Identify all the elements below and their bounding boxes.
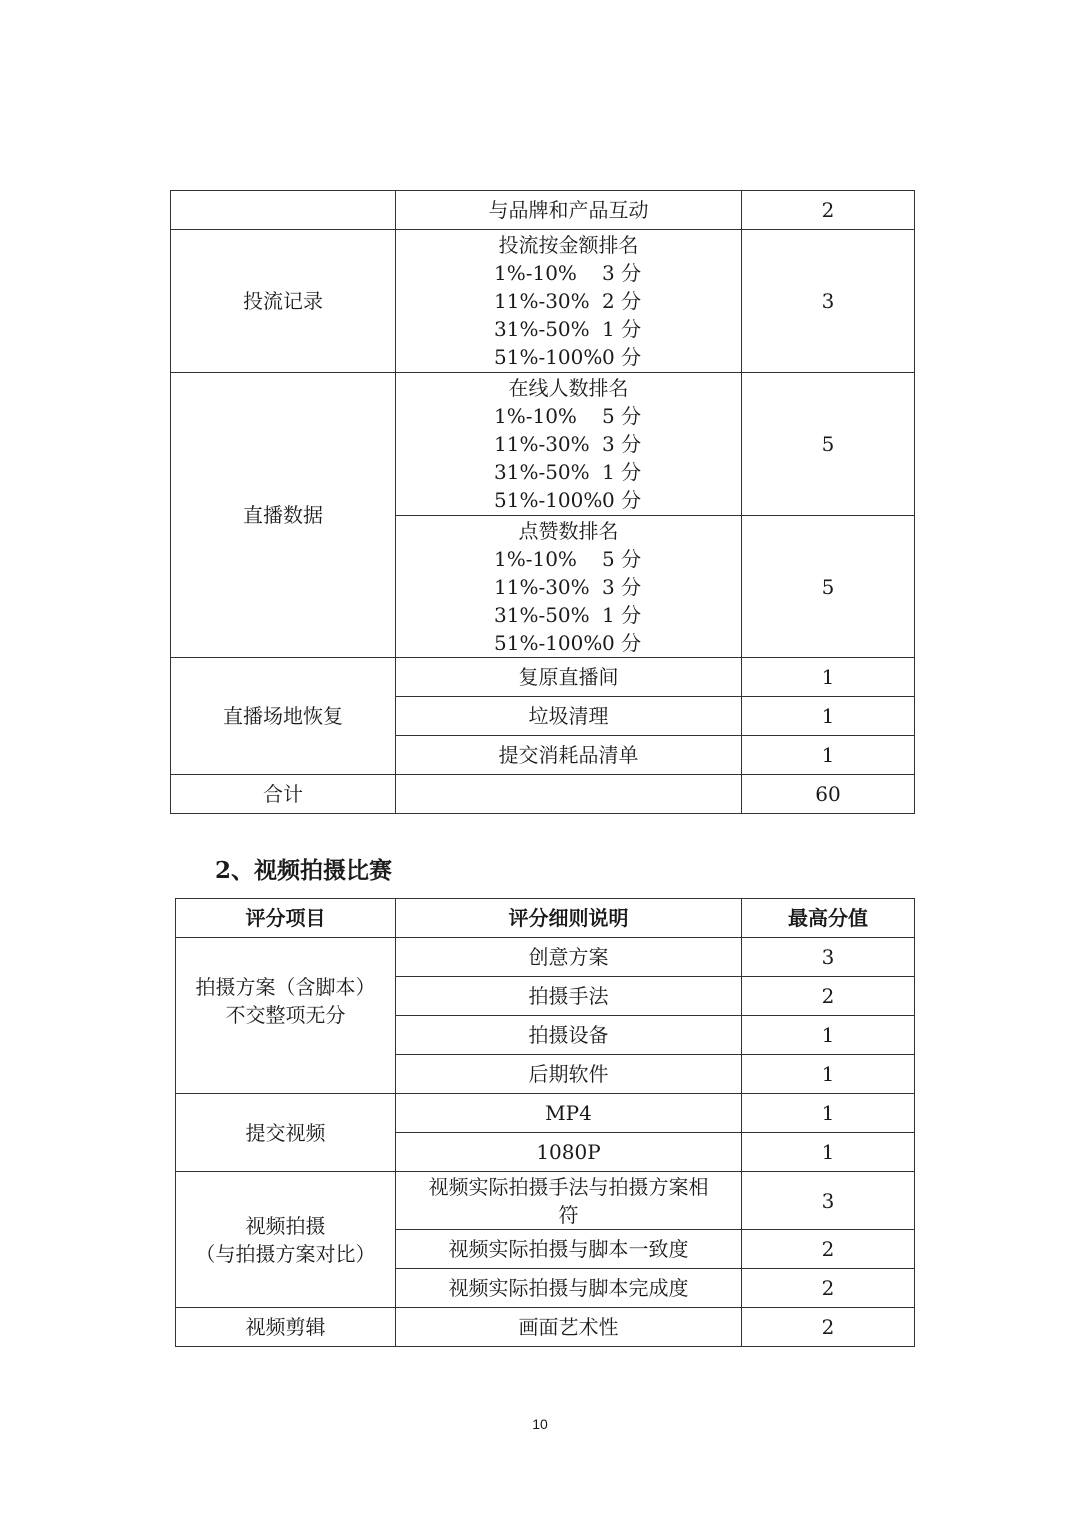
rank-range: 31%-50% bbox=[494, 460, 590, 484]
score-cell: 3 bbox=[742, 1172, 915, 1230]
rank-points: 2 分 bbox=[602, 289, 642, 313]
rank-range: 51%-100% bbox=[494, 630, 603, 655]
rank-range: 11%-30% bbox=[494, 574, 590, 599]
total-label: 合计 bbox=[171, 775, 396, 814]
detail-cell: 1080P bbox=[396, 1133, 742, 1172]
rank-points: 3 分 bbox=[602, 574, 642, 599]
table-row bbox=[176, 938, 915, 977]
rank-row bbox=[396, 629, 741, 657]
rank-row bbox=[396, 315, 741, 343]
rank-detail-cell bbox=[396, 516, 742, 658]
score-cell: 3 bbox=[742, 230, 915, 373]
item-cell: 视频剪辑 bbox=[176, 1308, 396, 1347]
rank-range: 51%-100% bbox=[494, 345, 603, 369]
item-cell bbox=[176, 938, 396, 1094]
item-cell: 投流记录 bbox=[171, 230, 396, 373]
rank-points: 1 分 bbox=[602, 602, 642, 627]
rank-range: 31%-50% bbox=[494, 602, 590, 627]
table-row bbox=[171, 191, 915, 230]
rank-points: 3 分 bbox=[602, 261, 642, 285]
page-number: 10 bbox=[532, 1416, 548, 1432]
detail-cell: 拍摄手法 bbox=[396, 977, 742, 1016]
header-item: 评分项目 bbox=[176, 899, 396, 938]
rank-points: 0 分 bbox=[602, 630, 642, 655]
score-cell: 5 bbox=[742, 516, 915, 658]
score-cell: 2 bbox=[742, 977, 915, 1016]
item-cell: 直播场地恢复 bbox=[171, 658, 396, 775]
score-cell: 1 bbox=[742, 1133, 915, 1172]
rank-range: 1%-10% bbox=[494, 546, 577, 571]
table-row bbox=[171, 373, 915, 516]
detail-cell: 复原直播间 bbox=[396, 658, 742, 697]
detail-cell: 与品牌和产品互动 bbox=[396, 191, 742, 230]
rank-range: 51%-100% bbox=[494, 488, 603, 512]
rank-row bbox=[396, 287, 741, 315]
table-row bbox=[176, 1094, 915, 1133]
header-detail: 评分细则说明 bbox=[396, 899, 742, 938]
scoring-table-video bbox=[175, 898, 915, 1347]
rank-title: 点赞数排名 bbox=[518, 518, 619, 543]
rank-points: 3 分 bbox=[602, 432, 642, 456]
rank-title: 投流按金额排名 bbox=[498, 233, 639, 257]
table-cell-empty bbox=[171, 191, 396, 230]
detail-line: 符 bbox=[558, 1202, 579, 1227]
item-cell: 直播数据 bbox=[171, 373, 396, 658]
score-cell: 1 bbox=[742, 736, 915, 775]
rank-range: 11%-30% bbox=[494, 432, 590, 456]
score-cell: 5 bbox=[742, 373, 915, 516]
rank-row bbox=[396, 259, 741, 287]
rank-points: 1 分 bbox=[602, 460, 642, 484]
detail-cell bbox=[396, 1172, 742, 1230]
item-line: 不交整项无分 bbox=[225, 1002, 346, 1027]
score-cell: 1 bbox=[742, 697, 915, 736]
table-row bbox=[176, 1308, 915, 1347]
rank-row bbox=[396, 573, 741, 601]
detail-cell: 视频实际拍摄与脚本完成度 bbox=[396, 1269, 742, 1308]
item-line: （与拍摄方案对比） bbox=[195, 1241, 376, 1266]
detail-cell: 创意方案 bbox=[396, 938, 742, 977]
score-cell: 1 bbox=[742, 1055, 915, 1094]
rank-points: 5 分 bbox=[602, 404, 642, 428]
rank-points: 1 分 bbox=[602, 317, 642, 341]
detail-line: 视频实际拍摄手法与拍摄方案相 bbox=[428, 1174, 709, 1199]
rank-row bbox=[396, 458, 741, 486]
rank-row bbox=[396, 601, 741, 629]
score-cell: 2 bbox=[742, 1308, 915, 1347]
table-row bbox=[176, 1172, 915, 1230]
table-header-row bbox=[176, 899, 915, 938]
rank-row bbox=[396, 343, 741, 371]
rank-points: 0 分 bbox=[602, 345, 642, 369]
detail-cell: MP4 bbox=[396, 1094, 742, 1133]
rank-row bbox=[396, 486, 741, 514]
detail-cell bbox=[396, 775, 742, 814]
rank-row bbox=[396, 545, 741, 573]
item-cell: 提交视频 bbox=[176, 1094, 396, 1172]
item-line: 视频拍摄 bbox=[245, 1213, 326, 1238]
rank-range: 31%-50% bbox=[494, 317, 590, 341]
rank-range: 11%-30% bbox=[494, 289, 590, 313]
header-max-score: 最高分值 bbox=[742, 899, 915, 938]
total-score: 60 bbox=[742, 775, 915, 814]
scoring-table-live bbox=[170, 190, 915, 814]
rank-points: 5 分 bbox=[602, 546, 642, 571]
score-cell: 2 bbox=[742, 191, 915, 230]
score-cell: 1 bbox=[742, 1094, 915, 1133]
rank-row bbox=[396, 402, 741, 430]
rank-title: 在线人数排名 bbox=[508, 376, 629, 400]
rank-range: 1%-10% bbox=[494, 404, 577, 428]
table-row-total bbox=[171, 775, 915, 814]
rank-detail-cell bbox=[396, 373, 742, 516]
detail-cell: 后期软件 bbox=[396, 1055, 742, 1094]
score-cell: 1 bbox=[742, 1016, 915, 1055]
score-cell: 2 bbox=[742, 1230, 915, 1269]
rank-row bbox=[396, 430, 741, 458]
detail-cell: 画面艺术性 bbox=[396, 1308, 742, 1347]
detail-cell: 垃圾清理 bbox=[396, 697, 742, 736]
score-cell: 3 bbox=[742, 938, 915, 977]
table-row bbox=[171, 230, 915, 373]
section-heading: 2、视频拍摄比赛 bbox=[215, 857, 393, 884]
detail-cell: 拍摄设备 bbox=[396, 1016, 742, 1055]
table-row bbox=[171, 658, 915, 697]
score-cell: 1 bbox=[742, 658, 915, 697]
detail-cell: 视频实际拍摄与脚本一致度 bbox=[396, 1230, 742, 1269]
detail-cell: 提交消耗品清单 bbox=[396, 736, 742, 775]
item-cell bbox=[176, 1172, 396, 1308]
item-line: 拍摄方案（含脚本） bbox=[195, 974, 376, 999]
rank-points: 0 分 bbox=[602, 488, 642, 512]
rank-detail-cell bbox=[396, 230, 742, 373]
score-cell: 2 bbox=[742, 1269, 915, 1308]
rank-range: 1%-10% bbox=[494, 261, 577, 285]
